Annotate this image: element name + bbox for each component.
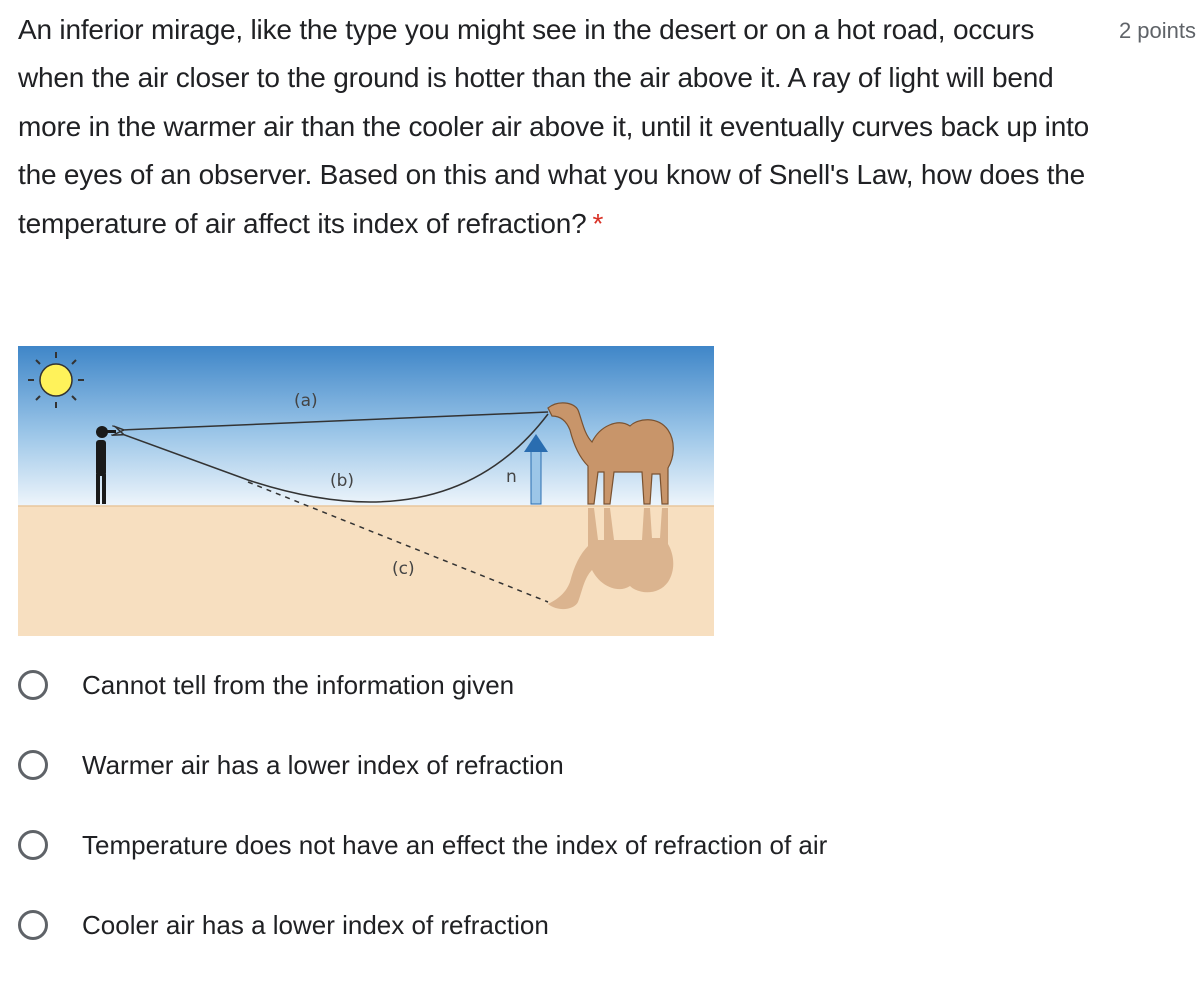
option-cooler-lower[interactable] bbox=[18, 905, 549, 945]
mirage-diagram bbox=[18, 346, 714, 636]
mirage-diagram-image bbox=[18, 346, 714, 636]
radio-button[interactable] bbox=[18, 750, 48, 780]
option-label: Cannot tell from the information given bbox=[82, 669, 515, 700]
radio-button[interactable] bbox=[18, 670, 48, 700]
label-a: (a) bbox=[294, 391, 318, 411]
radio-button[interactable] bbox=[18, 910, 48, 940]
label-n: n bbox=[506, 467, 517, 487]
question-text: An inferior mirage, like the type you might see in the desert or on a hot road, occurs when the air closer to the ground is hotter than the air above it. A ray of light will bend more in the warmer air than the cooler air above it, until it eventually curves back up into the eyes of an observer. Based on this and what you know of Snell's Law, how does the temperature of air affect its index of refraction? bbox=[18, 14, 1090, 239]
question-title bbox=[18, 6, 1098, 248]
radio-button[interactable] bbox=[18, 830, 48, 860]
required-marker: * bbox=[592, 207, 604, 239]
option-label: Warmer air has a lower index of refraction bbox=[82, 749, 564, 780]
option-label: Temperature does not have an effect the index of refraction of air bbox=[82, 829, 828, 860]
points-label: 2 points bbox=[1118, 18, 1196, 43]
label-c: (c) bbox=[392, 559, 415, 579]
option-label: Cooler air has a lower index of refraction bbox=[82, 909, 549, 940]
option-cannot-tell[interactable] bbox=[18, 665, 514, 705]
option-warmer-lower[interactable] bbox=[18, 745, 564, 785]
option-no-effect[interactable] bbox=[18, 825, 827, 865]
label-b: (b) bbox=[330, 471, 355, 491]
